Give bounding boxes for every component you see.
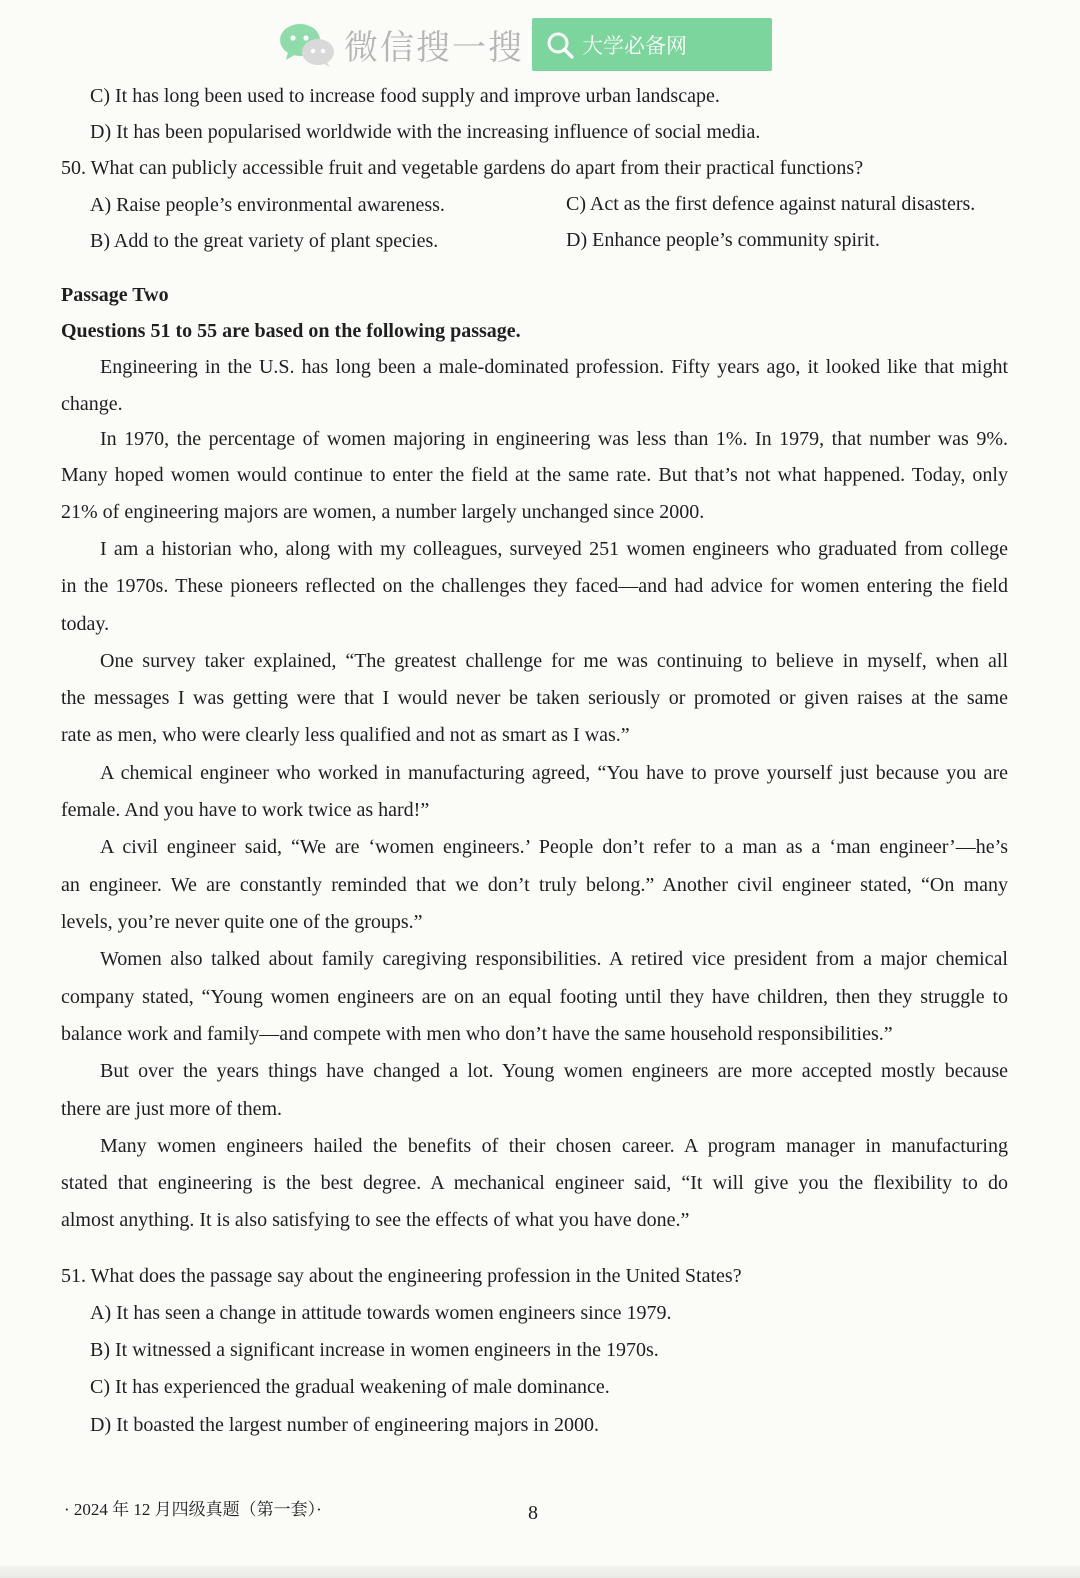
passage-line: stated that engineering is the best degree. A mechanical engineer said, “It will give you the flexibility to do bbox=[61, 1172, 1008, 1194]
passage-line: Many women engineers hailed the benefits of their chosen career. A program manager in manufacturing bbox=[100, 1135, 1008, 1157]
q51-option-b: B) It witnessed a significant increase in women engineers in the 1970s. bbox=[90, 1339, 659, 1361]
passage-line: Engineering in the U.S. has long been a male-dominated profession. Fifty years ago, it looked like that might bbox=[100, 356, 1008, 378]
passage-line: Women also talked about family caregiving responsibilities. A retired vice president from a major chemical bbox=[100, 948, 1008, 970]
passage-line: an engineer. We are constantly reminded that we don’t truly belong.” Another civil engineer stated, “On many bbox=[61, 874, 1008, 896]
passage-line: almost anything. It is also satisfying to see the effects of what you have done.” bbox=[61, 1209, 690, 1231]
passage-line: I am a historian who, along with my colleagues, surveyed 251 women engineers who graduated from college bbox=[100, 538, 1008, 560]
q50-stem: 50. What can publicly accessible fruit and vegetable gardens do apart from their practical functions? bbox=[61, 157, 864, 179]
q50-option-b: B) Add to the great variety of plant species. bbox=[90, 230, 439, 252]
watermark-search-label: 大学必备网 bbox=[582, 33, 687, 58]
passage-line: there are just more of them. bbox=[61, 1098, 283, 1120]
page-bottom-edge bbox=[0, 1566, 1080, 1578]
q50-option-c: C) Act as the first defence against natural disasters. bbox=[566, 193, 976, 215]
passage-line: But over the years things have changed a lot. Young women engineers are more accepted mostly because bbox=[100, 1060, 1008, 1082]
passage-line: balance work and family—and compete with men who don’t have the same household responsibilities.” bbox=[61, 1023, 893, 1045]
q49-option-c: C) It has long been used to increase food supply and improve urban landscape. bbox=[90, 85, 720, 107]
watermark-brand-text: 微信搜一搜 bbox=[344, 28, 524, 68]
passage-line: levels, you’re never quite one of the groups.” bbox=[61, 911, 423, 933]
wechat-icon bbox=[278, 22, 336, 68]
passage-line: One survey taker explained, “The greatest challenge for me was continuing to believe in myself, when all bbox=[100, 650, 1008, 672]
passage-line: In 1970, the percentage of women majoring in engineering was less than 1%. In 1979, that number was 9%. bbox=[100, 428, 1008, 450]
passage-line: change. bbox=[61, 393, 123, 415]
footer-source: · 2024 年 12 月四级真题（第一套）· bbox=[64, 1500, 322, 1519]
passage-line: Many hoped women would continue to enter the field at the same rate. But that’s not what happened. Today, only bbox=[61, 464, 1008, 486]
passage-heading: Passage Two bbox=[61, 284, 169, 306]
passage-line: today. bbox=[61, 613, 110, 635]
passage-line: company stated, “Young women engineers are on an equal footing until they have children, then they struggle to bbox=[61, 986, 1008, 1008]
watermark-banner bbox=[278, 18, 772, 71]
passage-instruction: Questions 51 to 55 are based on the following passage. bbox=[61, 320, 521, 342]
q49-option-d: D) It has been popularised worldwide with the increasing influence of social media. bbox=[90, 121, 761, 143]
q51-option-a: A) It has seen a change in attitude towards women engineers since 1979. bbox=[90, 1302, 672, 1324]
passage-line: in the 1970s. These pioneers reflected on the challenges they faced—and had advice for women entering the field bbox=[61, 575, 1008, 597]
q51-option-d: D) It boasted the largest number of engineering majors in 2000. bbox=[90, 1414, 599, 1436]
passage-line: A chemical engineer who worked in manufacturing agreed, “You have to prove yourself just because you are bbox=[100, 762, 1008, 784]
page-number: 8 bbox=[528, 1502, 538, 1524]
passage-line: A civil engineer said, “We are ‘women engineers.’ People don’t refer to a man as a ‘man engineer’—he’s bbox=[100, 836, 1008, 858]
passage-line: 21% of engineering majors are women, a number largely unchanged since 2000. bbox=[61, 501, 705, 523]
q50-option-a: A) Raise people’s environmental awareness. bbox=[90, 194, 445, 216]
passage-line: female. And you have to work twice as hard!” bbox=[61, 799, 430, 821]
q50-option-d: D) Enhance people’s community spirit. bbox=[566, 229, 880, 251]
passage-line: rate as men, who were clearly less qualified and not as smart as I was.” bbox=[61, 724, 630, 746]
search-icon bbox=[544, 29, 576, 61]
passage-line: the messages I was getting were that I would never be taken seriously or promoted or given raises at the same bbox=[61, 687, 1008, 709]
q51-option-c: C) It has experienced the gradual weakening of male dominance. bbox=[90, 1376, 610, 1398]
watermark-search-box bbox=[532, 18, 772, 71]
q51-stem: 51. What does the passage say about the engineering profession in the United States? bbox=[61, 1265, 742, 1287]
